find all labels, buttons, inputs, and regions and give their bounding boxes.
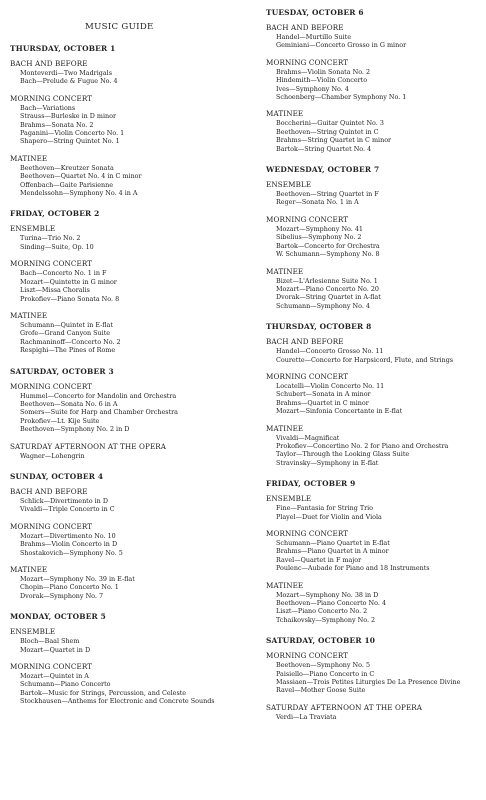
program-item: Dvorak—String Quartet in A-flat bbox=[276, 293, 381, 302]
program-item: Brahms—Piano Quartet in A minor bbox=[276, 547, 389, 556]
program-item: Vivaldi—Triple Concerto in C bbox=[20, 505, 115, 514]
program-section bbox=[10, 627, 242, 654]
section-title: BACH AND BEFORE bbox=[266, 23, 344, 32]
program-item: Paisiello—Piano Concerto in C bbox=[276, 669, 375, 678]
program-item: Handel—Murtillo Suite bbox=[276, 33, 351, 41]
program-item: Hindemith—Violin Concerto bbox=[276, 76, 368, 85]
program-item: Hummel—Concerto for Mandolin and Orchestra bbox=[20, 391, 177, 400]
program-item: Liszt—Piano Concerto No. 2 bbox=[276, 607, 368, 616]
program-item: Boccherini—Guitar Quintet No. 3 bbox=[276, 119, 384, 128]
section-title: ENSEMBLE bbox=[10, 224, 56, 234]
program-item: Prokofiev—Lt. Kije Suite bbox=[20, 416, 100, 425]
program-section bbox=[10, 487, 242, 514]
program-section bbox=[266, 581, 480, 625]
program-item: Mozart—Sinfonia Concertante in E-flat bbox=[276, 407, 403, 416]
program-section bbox=[266, 424, 480, 468]
program-item: Sibelius—Symphony No. 2 bbox=[276, 233, 362, 242]
program-item: Bloch—Baal Shem bbox=[20, 637, 80, 646]
program-item: Sinding—Suite, Op. 10 bbox=[20, 242, 94, 251]
program-item: Somers—Suite for Harp and Chamber Orchestra bbox=[20, 408, 178, 417]
program-section bbox=[10, 224, 242, 251]
program-item: Bartok—String Quartet No. 4 bbox=[276, 144, 372, 153]
program-section bbox=[10, 59, 242, 86]
program-item: Ives—Symphony No. 4 bbox=[276, 84, 349, 93]
program-item: Reger—Sonata No. 1 in A bbox=[276, 198, 359, 207]
program-section bbox=[10, 259, 242, 303]
program-section bbox=[266, 529, 480, 573]
section-title: MORNING CONCERT bbox=[10, 521, 93, 531]
program-item: Turina—Trio No. 2 bbox=[20, 234, 81, 243]
page-title: MUSIC GUIDE bbox=[85, 22, 154, 32]
section-title: MORNING CONCERT bbox=[266, 529, 349, 538]
day-heading: SATURDAY, OCTOBER 10 bbox=[266, 636, 376, 646]
section-title: MORNING CONCERT bbox=[10, 259, 93, 269]
program-item: Chopin—Piano Concerto No. 1 bbox=[20, 583, 119, 592]
program-item: Bartok—Concerto for Orchestra bbox=[276, 241, 380, 250]
program-item: Mozart—Quintet in A bbox=[20, 672, 89, 681]
section-title: MORNING CONCERT bbox=[10, 381, 93, 391]
day-heading: FRIDAY, OCTOBER 9 bbox=[266, 479, 356, 489]
program-item: Mozart—Symphony No. 41 bbox=[276, 224, 363, 233]
program-item: Taylor—Through the Looking Glass Suite bbox=[276, 450, 410, 459]
program-item: Beethoven—Piano Concerto No. 4 bbox=[276, 599, 387, 608]
program-item: Courette—Concerto for Harpsicord, Flute, and Strings bbox=[276, 355, 454, 364]
program-item: W. Schumann—Symphony No. 8 bbox=[276, 250, 380, 259]
program-item: Mozart—Piano Concerto No. 20 bbox=[276, 284, 379, 293]
program-section bbox=[10, 382, 242, 434]
program-item: Prokofiev—Concertino No. 2 for Piano and Orchestra bbox=[276, 441, 449, 450]
program-item: Bartok—Music for Strings, Percussion, and Celeste bbox=[20, 688, 187, 697]
program-section bbox=[10, 311, 242, 355]
left-column-days bbox=[10, 44, 242, 706]
section-title: MATINEE bbox=[266, 580, 304, 590]
section-title: ENSEMBLE bbox=[266, 180, 312, 190]
program-item: Locatelli—Violin Concerto No. 11 bbox=[276, 381, 385, 390]
program-item: Stockhausen—Anthems for Electronic and Concrete Sounds bbox=[20, 697, 215, 706]
day-heading: THURSDAY, OCTOBER 8 bbox=[266, 322, 372, 332]
section-title: ENSEMBLE bbox=[266, 494, 312, 504]
program-item: Poulenc—Aubade for Piano and 18 Instruments bbox=[276, 564, 430, 573]
section-title: SATURDAY AFTERNOON AT THE OPERA bbox=[266, 702, 423, 712]
section-title: MORNING CONCERT bbox=[266, 214, 349, 224]
program-item: Shostakovich—Symphony No. 5 bbox=[20, 548, 123, 557]
program-item: Beethoven—Quartet No. 4 in C minor bbox=[20, 172, 142, 181]
program-item: Offenbach—Gaite Parisienne bbox=[20, 180, 114, 189]
program-item: Beethoven—Sonata No. 6 in A bbox=[20, 399, 118, 408]
program-item: Schumann—Quintet in E-flat bbox=[20, 320, 113, 329]
program-item: Handel—Concerto Grosso No. 11 bbox=[276, 347, 384, 356]
program-item: Liszt—Missa Choralis bbox=[20, 286, 90, 295]
section-title: MATINEE bbox=[10, 310, 48, 320]
program-item: Beethoven—String Quartet in F bbox=[276, 190, 379, 199]
program-item: Brahms—Sonata No. 2 bbox=[20, 120, 94, 129]
program-item: Paganini—Violin Concerto No. 1 bbox=[20, 129, 125, 138]
day-heading: WEDNESDAY, OCTOBER 7 bbox=[266, 165, 380, 175]
section-title: ENSEMBLE bbox=[10, 627, 56, 637]
program-section bbox=[266, 109, 480, 153]
program-section bbox=[10, 662, 242, 706]
program-item: Massiaen—Trois Petites Liturgies De La Presence Divine bbox=[276, 678, 461, 687]
program-item: Prokofiev—Piano Sonata No. 8 bbox=[20, 294, 120, 303]
section-title: MORNING CONCERT bbox=[266, 57, 349, 67]
program-item: Dvorak—Symphony No. 7 bbox=[20, 591, 104, 600]
program-section bbox=[10, 442, 242, 460]
program-section bbox=[266, 180, 480, 207]
program-item: Rachmaninoff—Concerto No. 2 bbox=[20, 337, 121, 346]
program-item: Monteverdi—Two Madrigals bbox=[20, 69, 112, 77]
program-item: Wagner—Lohengrin bbox=[20, 451, 85, 460]
program-item: Respighi—The Pines of Rome bbox=[20, 346, 116, 355]
program-section bbox=[266, 494, 480, 521]
program-item: Stravinsky—Symphony in E-flat bbox=[276, 458, 379, 467]
program-item: Playel—Duet for Violin and Viola bbox=[276, 512, 382, 521]
program-item: Schumann—Piano Quartet in E-flat bbox=[276, 539, 390, 547]
day-heading: SATURDAY, OCTOBER 3 bbox=[10, 366, 114, 376]
right-column-days bbox=[266, 8, 480, 721]
program-item: Strauss—Burleske in D minor bbox=[20, 112, 117, 121]
program-item: Grofe—Grand Canyon Suite bbox=[20, 329, 111, 338]
program-item: Schlick—Divertimento in D bbox=[20, 496, 108, 505]
program-item: Beethoven—Symphony No. 5 bbox=[276, 661, 371, 670]
program-section bbox=[266, 58, 480, 102]
day-heading: SUNDAY, OCTOBER 4 bbox=[10, 471, 104, 481]
program-section bbox=[266, 372, 480, 416]
program-section bbox=[10, 522, 242, 557]
program-item: Ravel—Quartet in F major bbox=[276, 555, 362, 564]
section-title: MORNING CONCERT bbox=[10, 93, 93, 103]
program-section bbox=[266, 337, 480, 364]
program-item: Bach—Variations bbox=[20, 103, 76, 112]
program-item: Bizet—L'Arlesienne Suite No. 1 bbox=[276, 276, 378, 285]
program-item: Ravel—Mother Goose Suite bbox=[276, 686, 366, 695]
section-title: BACH AND BEFORE bbox=[10, 59, 88, 68]
day-heading: FRIDAY, OCTOBER 2 bbox=[10, 209, 100, 219]
program-item: Brahms—String Quartet in C minor bbox=[276, 136, 392, 145]
section-title: MATINEE bbox=[266, 423, 304, 433]
program-section bbox=[10, 565, 242, 600]
program-item: Verdi—La Traviata bbox=[276, 712, 337, 721]
program-section bbox=[266, 651, 480, 695]
program-section bbox=[10, 154, 242, 198]
program-item: Schumann—Symphony No. 4 bbox=[276, 301, 370, 310]
day-heading: MONDAY, OCTOBER 5 bbox=[10, 612, 107, 622]
program-item: Fine—Fantasia for String Trio bbox=[276, 504, 374, 513]
program-section bbox=[266, 215, 480, 259]
program-item: Vivaldi—Magnificat bbox=[276, 433, 340, 442]
program-item: Mozart—Symphony No. 39 in E-flat bbox=[20, 575, 135, 583]
program-item: Mozart—Quartet in D bbox=[20, 645, 91, 654]
program-item: Mozart—Quintette in G minor bbox=[20, 277, 117, 286]
program-item: Beethoven—String Quintet in C bbox=[276, 127, 379, 136]
program-item: Brahms—Violin Concerto in D bbox=[20, 540, 118, 549]
section-title: MORNING CONCERT bbox=[10, 662, 93, 672]
program-item: Mozart—Divertimento No. 10 bbox=[20, 531, 116, 540]
section-title: MATINEE bbox=[10, 153, 48, 163]
program-item: Mendelssohn—Symphony No. 4 in A bbox=[20, 189, 138, 198]
program-section bbox=[10, 94, 242, 146]
program-item: Tchaikovsky—Symphony No. 2 bbox=[276, 615, 376, 624]
program-item: Beethoven—Symphony No. 2 in D bbox=[20, 425, 130, 434]
section-title: MATINEE bbox=[266, 109, 304, 119]
program-item: Schumann—Piano Concerto bbox=[20, 680, 111, 689]
program-item: Bach—Concerto No. 1 in F bbox=[20, 269, 107, 278]
section-title: MORNING CONCERT bbox=[266, 651, 349, 661]
program-item: Shapero—String Quintet No. 1 bbox=[20, 137, 120, 146]
section-title: SATURDAY AFTERNOON AT THE OPERA bbox=[10, 441, 167, 451]
program-item: Mozart—Symphony No. 38 in D bbox=[276, 590, 379, 599]
section-title: BACH AND BEFORE bbox=[266, 337, 344, 347]
program-section bbox=[266, 703, 480, 721]
day-heading: THURSDAY, OCTOBER 1 bbox=[10, 44, 116, 53]
program-item: Schoenberg—Chamber Symphony No. 1 bbox=[276, 93, 407, 102]
program-item: Schubert—Sonata in A minor bbox=[276, 390, 371, 399]
section-title: MORNING CONCERT bbox=[266, 371, 349, 381]
program-section bbox=[266, 23, 480, 50]
program-item: Geminiani—Concerto Grosso in G minor bbox=[276, 41, 407, 50]
program-item: Brahms—Violin Sonata No. 2 bbox=[276, 67, 371, 76]
right-column bbox=[266, 0, 480, 729]
left-column bbox=[10, 0, 242, 714]
program-item: Beethoven—Kreutzer Sonata bbox=[20, 163, 114, 172]
day-heading: TUESDAY, OCTOBER 6 bbox=[266, 8, 364, 17]
program-section bbox=[266, 267, 480, 311]
section-title: MATINEE bbox=[10, 565, 48, 574]
program-item: Brahms—Quartet in C minor bbox=[276, 398, 369, 407]
section-title: BACH AND BEFORE bbox=[10, 486, 88, 496]
program-item: Bach—Prelude & Fugue No. 4 bbox=[20, 77, 118, 86]
section-title: MATINEE bbox=[266, 266, 304, 276]
